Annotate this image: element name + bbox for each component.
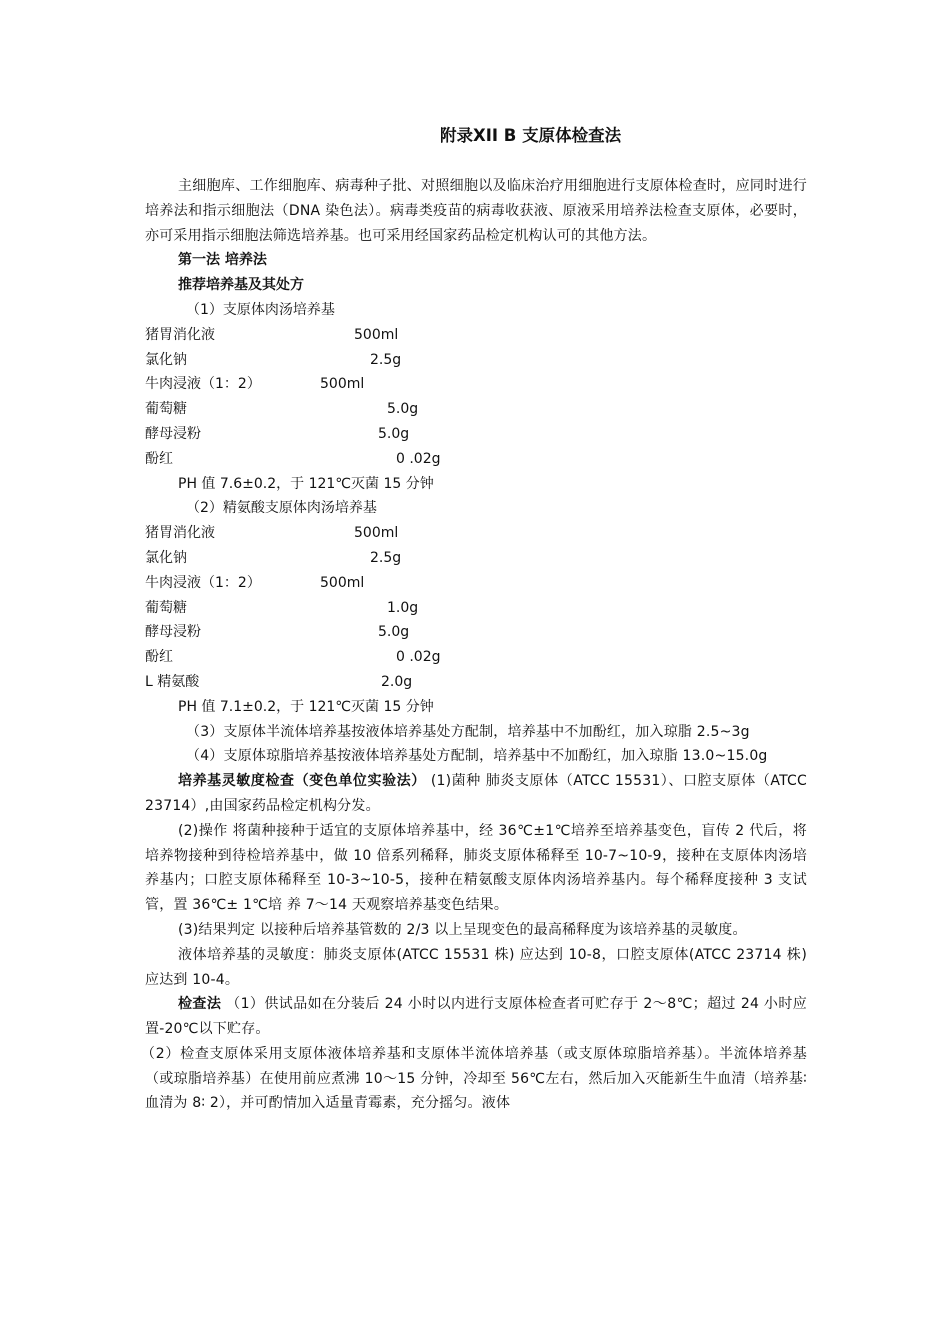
medium2-ph: PH 值 7.1±0.2，于 121℃灭菌 15 分钟 [178, 698, 434, 715]
ingredient-row [145, 645, 807, 670]
ingredient-row [145, 670, 807, 695]
title-text: 附录XII B 支原体检查法 [440, 126, 622, 145]
ingredient-amount: 2.5g [370, 549, 402, 566]
test-heading: 检查法 [178, 996, 222, 1013]
ingredient-amount: 2.0g [381, 673, 413, 690]
medium2-title: （2）精氨酸支原体肉汤培养基 [186, 500, 377, 517]
ingredient-name: 氯化钠 [145, 549, 187, 566]
ingredient-amount: 5.0g [378, 425, 410, 442]
medium1-title: （1）支原体肉汤培养基 [186, 301, 335, 318]
medium1-ph: PH 值 7.6±0.2，于 121℃灭菌 15 分钟 [178, 475, 434, 492]
test-step1: （1）供试品如在分装后 24 小时以内进行支原体检查者可贮存于 2～8℃；超过 24 小时应置-20℃以下贮存。 [145, 996, 807, 1038]
ingredient-name: 氯化钠 [145, 351, 187, 368]
document-body [141, 174, 807, 1116]
ingredient-row [145, 447, 807, 472]
ingredient-amount: 0 .02g [396, 649, 441, 666]
ingredient-name: 酚红 [145, 649, 173, 666]
sensitivity-operation: (2)操作 将菌种接种于适宜的支原体培养基中，经 36℃±1℃培养至培养基变色，盲传 2 代后，将培养物接种到待检培养基中，做 10 倍系列稀释，肺炎支原体稀释至 10-7~10-9，接种在支原体肉汤培养基内；口腔支原体稀释至 10-3~10-5，接种在精氨酸支原体肉汤培养基内。每个稀释度接种 3 支试管，置 36℃± 1℃培 养 7～14 天观察培养基变色结果。 [145, 822, 807, 914]
ingredient-row [145, 596, 807, 621]
ingredient-amount: 500ml [354, 326, 399, 343]
ingredient-amount: 500ml [354, 525, 399, 542]
ingredient-name: 葡萄糖 [145, 401, 187, 418]
sensitivity-judgement: (3)结果判定 以接种后培养基管数的 2/3 以上呈现变色的最高稀释度为该培养基的灵敏度。 [178, 921, 747, 938]
ingredient-row [145, 521, 807, 546]
medium3-paragraph: （3）支原体半流体培养基按液体培养基处方配制，培养基中不加酚红，加入琼脂 2.5~3g [186, 723, 750, 740]
ingredient-row [145, 397, 807, 422]
ingredient-row [145, 372, 807, 397]
ingredient-name: 牛肉浸液（1：2） [145, 574, 261, 591]
sensitivity-strain: (1)菌种 肺炎支原体（ATCC 15531）、口腔支原体（ATCC 23714）,由国家药品检定机构分发。 [145, 773, 807, 814]
ingredient-row [145, 546, 807, 571]
ingredient-amount: 5.0g [378, 624, 410, 641]
ingredient-name: 牛肉浸液（1：2） [145, 376, 261, 393]
ingredient-name: 酵母浸粉 [145, 425, 201, 442]
sensitivity-paragraph [145, 769, 807, 819]
ingredient-amount: 0 .02g [396, 450, 441, 467]
ingredient-name: 酚红 [145, 450, 173, 467]
ingredient-row [145, 348, 807, 373]
ingredient-name: 葡萄糖 [145, 599, 187, 616]
ingredient-name: 猪胃消化液 [145, 326, 215, 343]
media-heading: 推荐培养基及其处方 [178, 277, 304, 294]
test-step2: （2）检查支原体采用支原体液体培养基和支原体半流体培养基（或支原体琼脂培养基）。半流体培养基（或琼脂培养基）在使用前应煮沸 10～15 分钟，冷却至 56℃左右，然后加入灭能新生牛血清（培养基∶血清为 8∶ 2），并可酌情加入适量青霉素，充分摇匀。液体 [141, 1045, 807, 1112]
ingredient-name: L 精氨酸 [145, 673, 200, 690]
ingredient-name: 猪胃消化液 [145, 525, 215, 542]
test-paragraph [145, 992, 807, 1042]
ingredient-name: 酵母浸粉 [145, 624, 201, 641]
ingredient-amount: 5.0g [387, 401, 419, 418]
ingredient-row [145, 323, 807, 348]
method1-heading: 第一法 培养法 [178, 252, 267, 269]
ingredient-row [145, 422, 807, 447]
sensitivity-heading: 培养基灵敏度检查（变色单位实验法） [178, 773, 426, 790]
ingredient-amount: 2.5g [370, 351, 402, 368]
ingredient-amount: 1.0g [387, 599, 419, 616]
ingredient-amount: 500ml [320, 574, 365, 591]
medium4-paragraph: （4）支原体琼脂培养基按液体培养基处方配制，培养基中不加酚红，加入琼脂 13.0~15.0g [186, 748, 768, 765]
ingredient-amount: 500ml [320, 376, 365, 393]
ingredient-row [145, 571, 807, 596]
intro-paragraph: 主细胞库、工作细胞库、病毒种子批、对照细胞以及临床治疗用细胞进行支原体检查时，应同时进行培养法和指示细胞法（DNA 染色法）。病毒类疫苗的病毒收获液、原液采用培养法检查支原体，必要时，亦可采用指示细胞法筛选培养基。也可采用经国家药品检定机构认可的其他方法。 [145, 178, 807, 244]
ingredient-row [145, 620, 807, 645]
sensitivity-liquid: 液体培养基的灵敏度：肺炎支原体(ATCC 15531 株) 应达到 10-8，口腔支原体(ATCC 23714 株) 应达到 10-4。 [145, 946, 807, 988]
